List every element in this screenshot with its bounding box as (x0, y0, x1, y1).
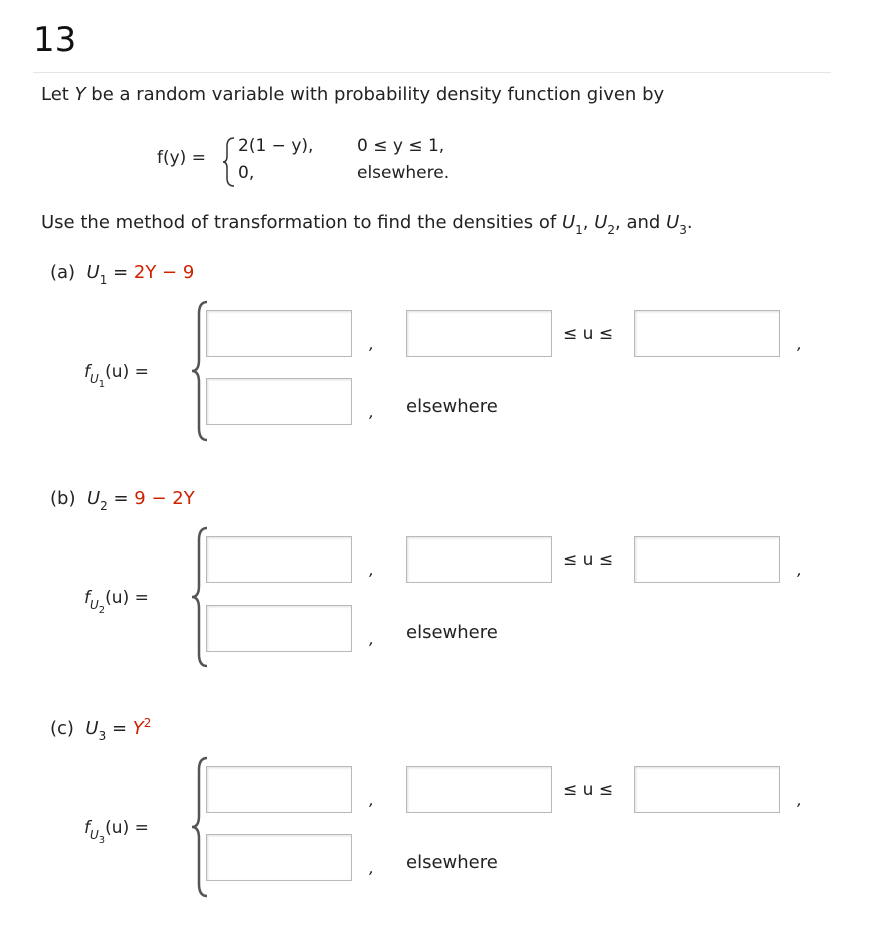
comma: , (797, 334, 803, 353)
part-b-elsewhere-input[interactable] (206, 605, 352, 652)
instruction-text: Use the method of transformation to find the densities of $U_1$, $U_2$, and $U_3$. (41, 212, 693, 237)
elsewhere-label: elsewhere (406, 852, 498, 873)
part-b-upper-bound-input[interactable] (634, 536, 780, 583)
comma: , (369, 790, 375, 809)
range-label: ≤ u ≤ (563, 780, 614, 800)
part-a-density-input[interactable] (206, 310, 352, 357)
part-c-heading: (c) $U_3 = Y^2$ (50, 716, 152, 743)
comma: , (369, 629, 375, 648)
part-a-elsewhere-input[interactable] (206, 378, 352, 425)
part-b-heading: (b) $U_2 = 9 - 2Y$ (50, 488, 195, 513)
part-c-elsewhere-input[interactable] (206, 834, 352, 881)
part-b-fu-label: $f_{U2}(u)$ = (84, 588, 149, 616)
comma: , (797, 560, 803, 579)
part-c-fu-label: $f_{U3}(u)$ = (84, 818, 149, 846)
pdf-case2-cond: elsewhere. (357, 163, 450, 183)
part-a-heading: (a) $U_1 = 2Y - 9$ (50, 262, 195, 287)
part-b-lower-bound-input[interactable] (406, 536, 552, 583)
pdf-case2-expr: 0, (238, 163, 255, 183)
part-b-density-input[interactable] (206, 536, 352, 583)
part-a-upper-bound-input[interactable] (634, 310, 780, 357)
comma: , (369, 402, 375, 421)
intro-text: Let Y be a random variable with probability density function given by (41, 84, 665, 105)
pdf-lhs: f(y) = (157, 148, 206, 168)
comma: , (369, 560, 375, 579)
part-a-lower-bound-input[interactable] (406, 310, 552, 357)
question-number: 13 (33, 20, 77, 60)
comma: , (369, 334, 375, 353)
range-label: ≤ u ≤ (563, 550, 614, 570)
range-label: ≤ u ≤ (563, 324, 614, 344)
comma: , (369, 858, 375, 877)
divider (33, 72, 831, 73)
part-c-upper-bound-input[interactable] (634, 766, 780, 813)
part-c-density-input[interactable] (206, 766, 352, 813)
elsewhere-label: elsewhere (406, 396, 498, 417)
pdf-case1-cond: 0 ≤ y ≤ 1, (357, 136, 445, 156)
part-a-fu-label: $f_{U1}(u)$ = (84, 362, 149, 390)
part-c-lower-bound-input[interactable] (406, 766, 552, 813)
elsewhere-label: elsewhere (406, 622, 498, 643)
comma: , (797, 790, 803, 809)
pdf-brace (222, 136, 238, 188)
pdf-case1-expr: 2(1 − y), (238, 136, 314, 156)
